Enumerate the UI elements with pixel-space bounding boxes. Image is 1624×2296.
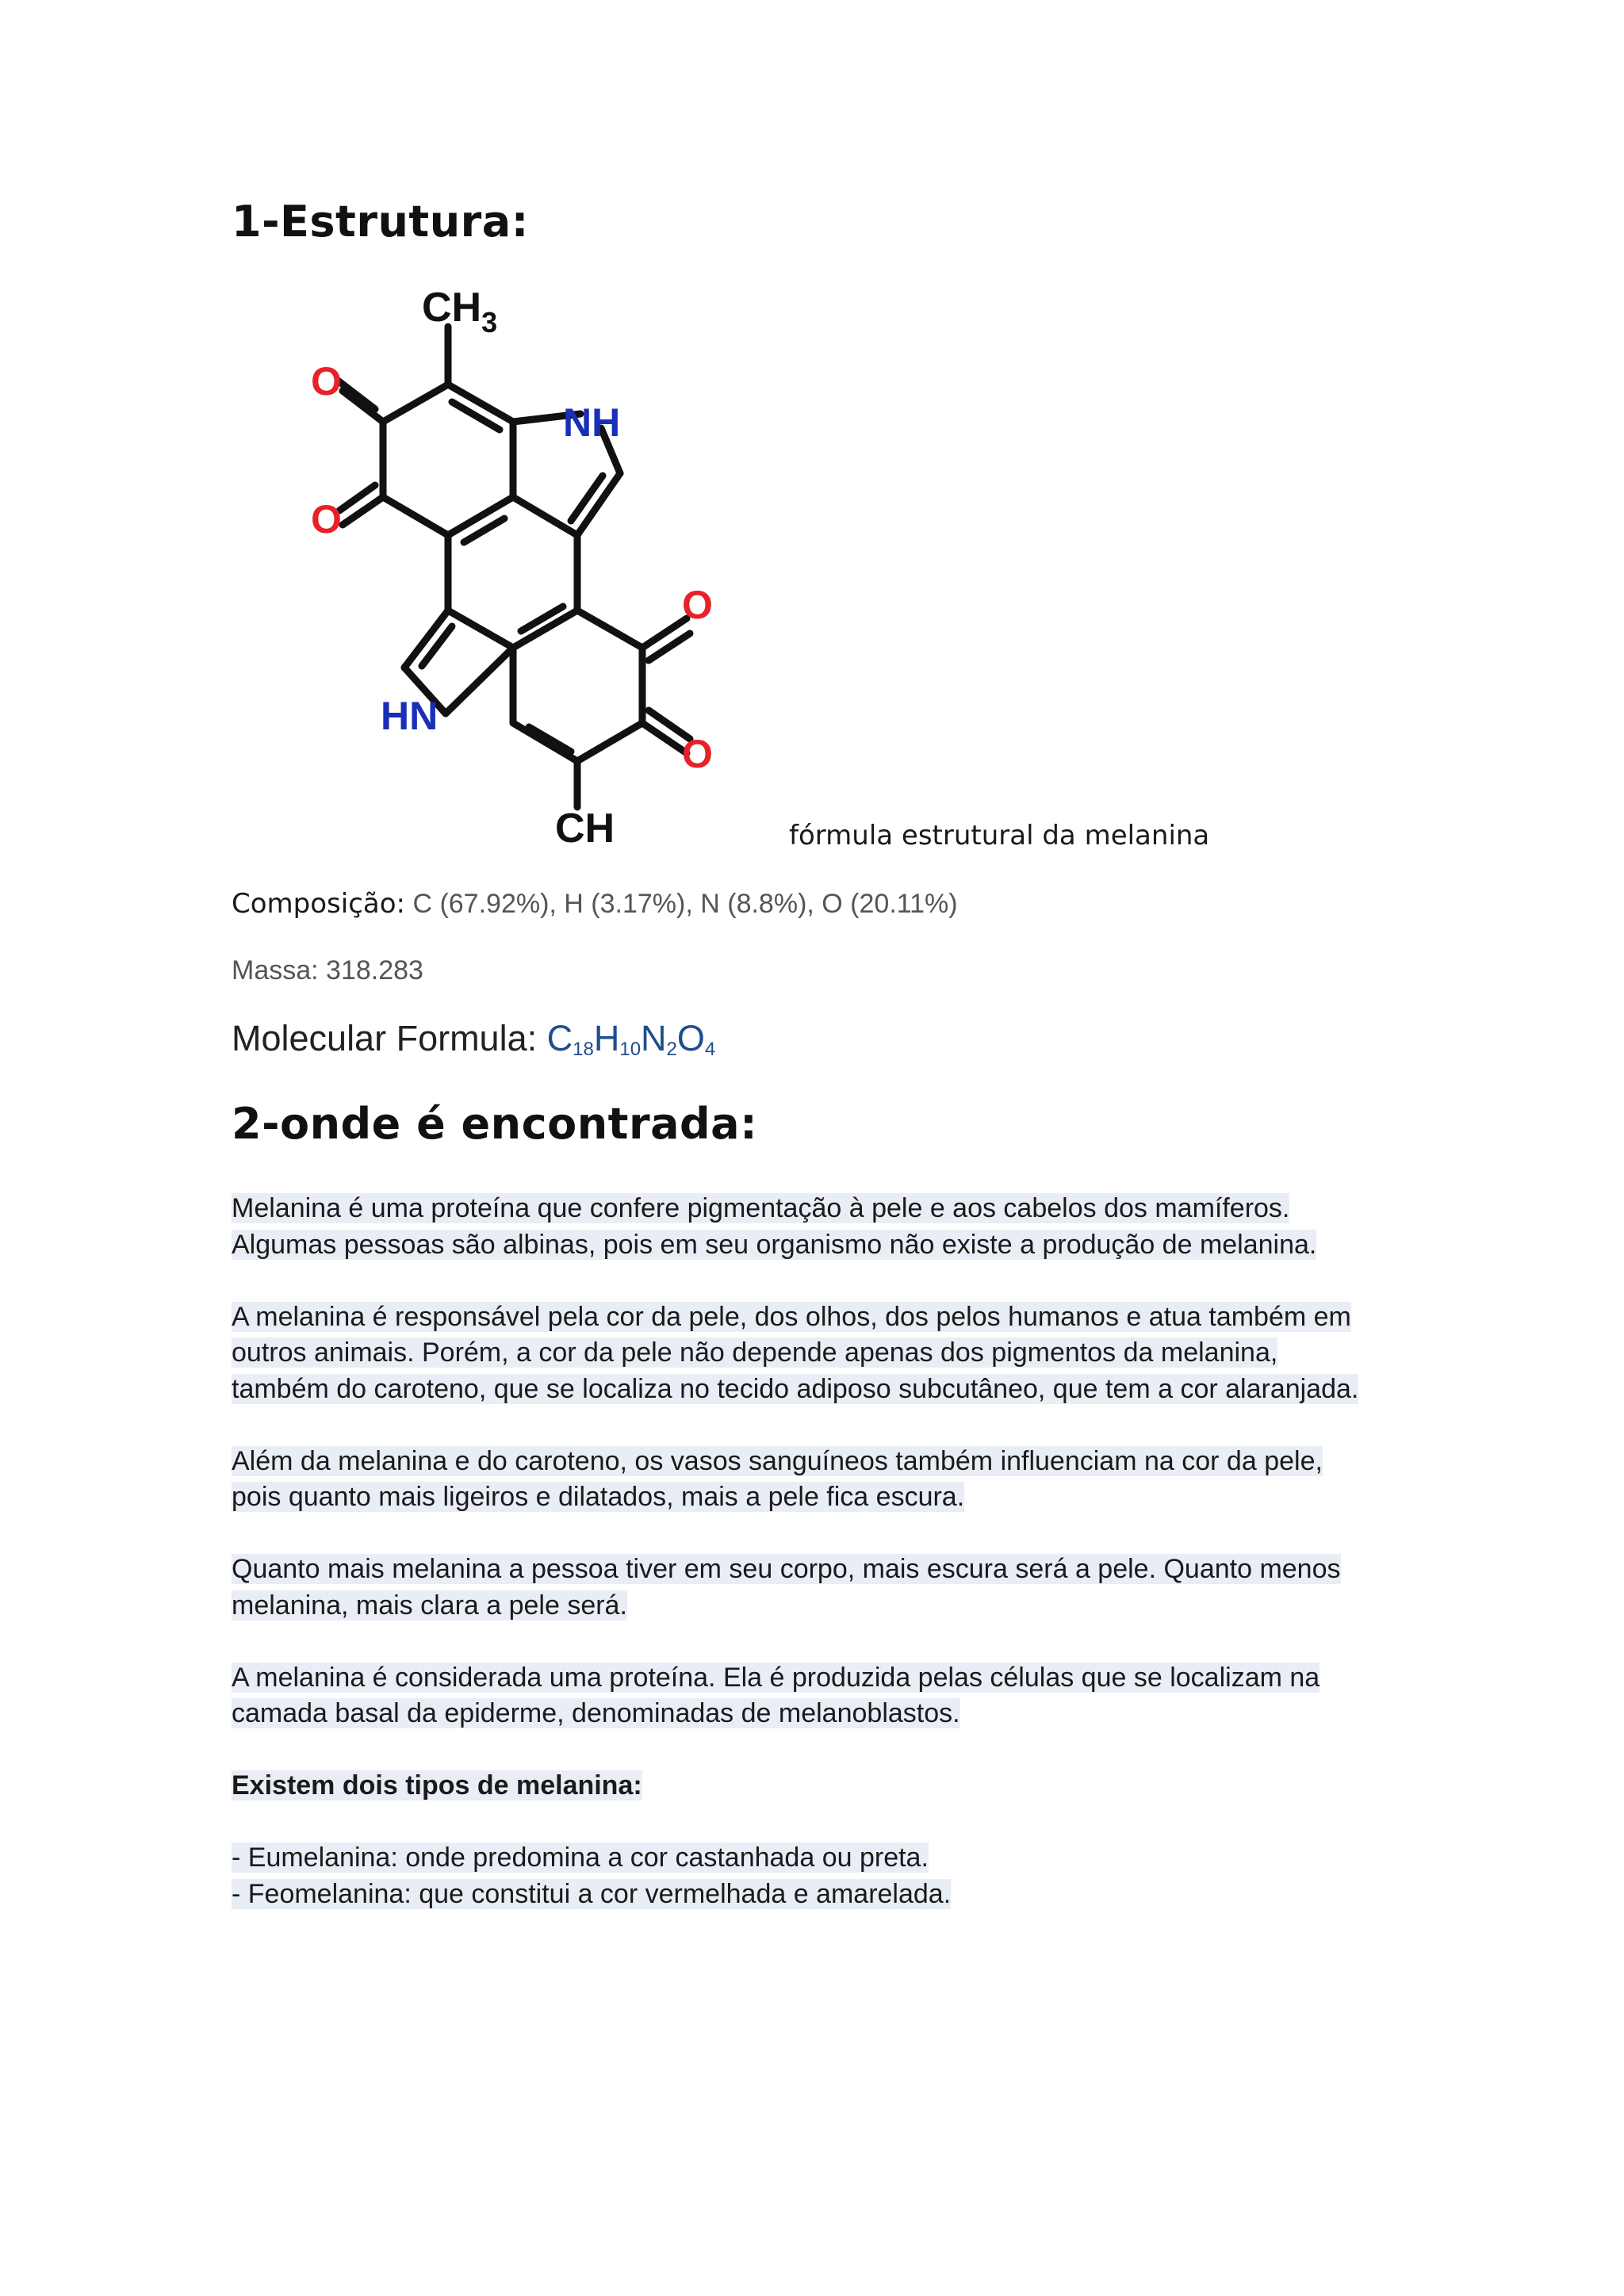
section-2-title: 2-onde é encontrada:	[232, 1099, 758, 1149]
composition-line	[232, 888, 958, 920]
hn-label: HN	[381, 694, 439, 738]
ch3-top-label: $CH_3$	[422, 285, 498, 339]
oxygen-label-4: O	[682, 732, 713, 776]
oxygen-label-2: O	[311, 497, 342, 541]
nh-label: NH	[563, 400, 621, 445]
structure-caption: fórmula estrutural da melanina	[789, 820, 1210, 851]
paragraph: Quanto mais melanina a pessoa tiver em seu corpo, mais escura será a pele. Quanto menos melanina, mais clara a pele será.	[232, 1554, 1341, 1621]
molecular-formula-line	[232, 1018, 715, 1061]
body-text	[232, 1191, 1421, 1912]
paragraph: A melanina é responsável pela cor da pele, dos olhos, dos pelos humanos e atua também em outros animais. Porém, a cor da pele não depende apenas dos pigmentos da melanina, também do caroteno, que se localiza no tecido adiposo subcutâneo, que tem a cor alaranjada.	[232, 1301, 1359, 1404]
paragraph: A melanina é considerada uma proteína. Ela é produzida pelas células que se localizam na camada basal da epiderme, denominadas de melanoblastos.	[232, 1662, 1320, 1728]
molecular-formula-value: $C_{18}H_{10}N_2O_4$	[546, 1018, 716, 1060]
composition-value: C (67.92%), H (3.17%), N (8.8%), O (20.11%)	[412, 889, 958, 919]
list-item: - Eumelanina: onde predomina a cor castanhada ou preta.	[232, 1843, 929, 1873]
paragraph: Além da melanina e do caroteno, os vasos sanguíneos também influenciam na cor da pele, pois quanto mais ligeiros e dilatados, mais a pele fica escura.	[232, 1445, 1323, 1512]
types-list	[232, 1840, 1421, 1912]
oxygen-label-1: O	[311, 359, 342, 404]
composition-label: Composição:	[232, 888, 405, 920]
section-1-title: 1-Estrutura:	[232, 197, 529, 247]
mass-line: Massa: 318.283	[232, 955, 423, 985]
paragraph: Melanina é uma proteína que confere pigmentação à pele e aos cabelos dos mamíferos. Algumas pessoas são albinas, pois em seu organismo não existe a produção de melanina.	[232, 1193, 1317, 1260]
molecular-formula-label: Molecular Formula:	[232, 1018, 538, 1058]
melanin-structure-diagram	[293, 277, 737, 848]
oxygen-label-3: O	[682, 583, 713, 627]
types-heading: Existem dois tipos de melanina:	[232, 1770, 642, 1800]
ch3-bottom-label: CH	[555, 806, 615, 848]
list-item: - Feomelanina: que constitui a cor vermelhada e amarelada.	[232, 1878, 952, 1909]
